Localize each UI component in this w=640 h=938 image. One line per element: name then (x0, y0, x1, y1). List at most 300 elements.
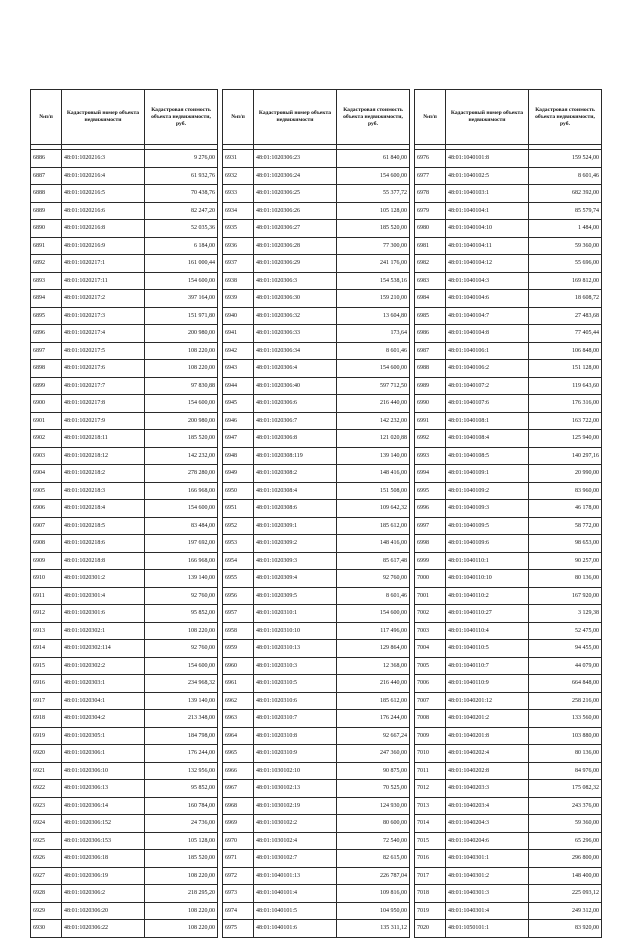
table-row (223, 307, 410, 325)
cadastral-number: 48:01:1020306:34 (254, 342, 337, 360)
cadastral-value: 80 136,00 (529, 745, 602, 763)
table-row (415, 272, 602, 290)
table-row (415, 657, 602, 675)
header-cadastral: Кадастровый номер объекта недвижимости (254, 90, 337, 145)
cadastral-number: 48:01:1020310:6 (254, 692, 337, 710)
table-row (415, 395, 602, 413)
row-number: 6886 (31, 150, 62, 168)
row-number: 7000 (415, 570, 446, 588)
table-row (223, 570, 410, 588)
cadastral-number: 48:01:1020218:8 (62, 552, 145, 570)
cadastral-number: 48:01:1020310:13 (254, 640, 337, 658)
cadastral-number: 48:01:1020302:114 (62, 640, 145, 658)
table-row (223, 622, 410, 640)
row-number: 6976 (415, 150, 446, 168)
cadastral-value: 92 760,00 (337, 570, 410, 588)
row-number: 6952 (223, 517, 254, 535)
cadastral-value: 142 232,00 (145, 447, 218, 465)
cadastral-value: 200 980,00 (145, 412, 218, 430)
cadastral-value: 80 136,00 (529, 570, 602, 588)
cadastral-value: 52 475,00 (529, 622, 602, 640)
table-row (415, 430, 602, 448)
row-number: 7010 (415, 745, 446, 763)
row-number: 7020 (415, 920, 446, 938)
cadastral-value: 226 787,04 (337, 867, 410, 885)
cadastral-value: 97 830,88 (145, 377, 218, 395)
cadastral-value: 106 848,00 (529, 342, 602, 360)
row-number: 6894 (31, 290, 62, 308)
row-number: 6936 (223, 237, 254, 255)
cadastral-value: 154 600,00 (145, 272, 218, 290)
cadastral-number: 48:01:1040110:27 (446, 605, 529, 623)
cadastral-value: 121 020,88 (337, 430, 410, 448)
table-row (31, 850, 218, 868)
row-number: 7019 (415, 902, 446, 920)
row-number: 6971 (223, 850, 254, 868)
cadastral-value: 154 600,00 (145, 657, 218, 675)
table-row (31, 622, 218, 640)
row-number: 6970 (223, 832, 254, 850)
cadastral-number: 48:01:1040110:10 (446, 570, 529, 588)
cadastral-value: 124 930,00 (337, 797, 410, 815)
cadastral-value: 44 079,00 (529, 657, 602, 675)
table-row (223, 885, 410, 903)
row-number: 6988 (415, 360, 446, 378)
row-number: 6978 (415, 185, 446, 203)
cadastral-number: 48:01:1020309:1 (254, 517, 337, 535)
table-row (223, 412, 410, 430)
row-number: 6911 (31, 587, 62, 605)
cadastral-value: 90 257,00 (529, 552, 602, 570)
cadastral-number: 48:01:1020302:2 (62, 657, 145, 675)
cadastral-number: 48:01:1040204:3 (446, 815, 529, 833)
row-number: 6974 (223, 902, 254, 920)
cadastral-value: 161 000,44 (145, 255, 218, 273)
table-row (223, 832, 410, 850)
cadastral-value: 176 244,00 (145, 745, 218, 763)
cadastral-value: 151 128,00 (529, 360, 602, 378)
table-row (223, 815, 410, 833)
table-row (415, 465, 602, 483)
cadastral-value: 167 920,00 (529, 587, 602, 605)
table-row (223, 167, 410, 185)
cadastral-value: 213 348,00 (145, 710, 218, 728)
row-number: 6915 (31, 657, 62, 675)
cadastral-value: 84 976,00 (529, 762, 602, 780)
table-row (415, 447, 602, 465)
row-number: 6963 (223, 710, 254, 728)
row-number: 6909 (31, 552, 62, 570)
cadastral-number: 48:01:1020216:8 (62, 220, 145, 238)
cadastral-number: 48:01:1030102:4 (254, 832, 337, 850)
row-number: 7008 (415, 710, 446, 728)
table-row (415, 675, 602, 693)
cadastral-value: 72 540,00 (337, 832, 410, 850)
header-num: №п/п (223, 90, 254, 145)
cadastral-number: 48:01:1040107:6 (446, 395, 529, 413)
table-row (31, 552, 218, 570)
table-row (31, 762, 218, 780)
cadastral-number: 48:01:1020306:27 (254, 220, 337, 238)
table-row (223, 220, 410, 238)
table-row (415, 412, 602, 430)
table-row (31, 412, 218, 430)
row-number: 7006 (415, 675, 446, 693)
table-row (223, 867, 410, 885)
table-row (223, 202, 410, 220)
cadastral-number: 48:01:1040109:5 (446, 517, 529, 535)
cadastral-number: 48:01:1020218:6 (62, 535, 145, 553)
cadastral-number: 48:01:1040108:4 (446, 430, 529, 448)
table-row (31, 587, 218, 605)
cadastral-number: 48:01:1040104:3 (446, 272, 529, 290)
table-row (31, 220, 218, 238)
cadastral-value: 18 608,72 (529, 290, 602, 308)
table-row (223, 710, 410, 728)
row-number: 7002 (415, 605, 446, 623)
cadastral-value: 95 852,00 (145, 605, 218, 623)
cadastral-number: 48:01:1020303:1 (62, 675, 145, 693)
cadastral-number: 48:01:1030102:2 (254, 815, 337, 833)
cadastral-value: 109 642,32 (337, 500, 410, 518)
row-number: 6901 (31, 412, 62, 430)
cadastral-number: 48:01:1040103:1 (446, 185, 529, 203)
row-number: 6913 (31, 622, 62, 640)
table-row (415, 237, 602, 255)
table-row (415, 185, 602, 203)
cadastral-number: 48:01:1020301:4 (62, 587, 145, 605)
cadastral-value: 140 297,16 (529, 447, 602, 465)
table-row (31, 500, 218, 518)
row-number: 6938 (223, 272, 254, 290)
row-number: 6914 (31, 640, 62, 658)
cadastral-value: 148 400,00 (529, 867, 602, 885)
table-row (31, 290, 218, 308)
row-number: 6973 (223, 885, 254, 903)
cadastral-number: 48:01:1020310:10 (254, 622, 337, 640)
cadastral-value: 125 940,00 (529, 430, 602, 448)
cadastral-value: 185 520,00 (145, 430, 218, 448)
table-row (415, 307, 602, 325)
row-number: 7017 (415, 867, 446, 885)
table-row (415, 500, 602, 518)
row-number: 7012 (415, 780, 446, 798)
cadastral-value: 664 848,00 (529, 675, 602, 693)
cadastral-value: 108 220,00 (145, 360, 218, 378)
row-number: 6941 (223, 325, 254, 343)
cadastral-number: 48:01:1050101:1 (446, 920, 529, 938)
cadastral-value: 216 440,00 (337, 395, 410, 413)
row-number: 6949 (223, 465, 254, 483)
row-number: 6890 (31, 220, 62, 238)
row-number: 6950 (223, 482, 254, 500)
row-number: 7003 (415, 622, 446, 640)
table-row (223, 605, 410, 623)
table-row (223, 255, 410, 273)
table-row (415, 867, 602, 885)
cadastral-value: 154 600,00 (337, 605, 410, 623)
cadastral-value: 83 484,00 (145, 517, 218, 535)
table-row (415, 342, 602, 360)
cadastral-value: 139 140,00 (145, 570, 218, 588)
cadastral-number: 48:01:1020217:9 (62, 412, 145, 430)
row-number: 6888 (31, 185, 62, 203)
cadastral-value: 682 392,00 (529, 185, 602, 203)
cadastral-value: 83 920,00 (529, 920, 602, 938)
cadastral-value: 296 800,00 (529, 850, 602, 868)
cadastral-value: 154 538,16 (337, 272, 410, 290)
row-number: 6953 (223, 535, 254, 553)
row-number: 6983 (415, 272, 446, 290)
row-number: 6982 (415, 255, 446, 273)
row-number: 6987 (415, 342, 446, 360)
cadastral-value: 83 960,00 (529, 482, 602, 500)
cadastral-number: 48:01:1030102:7 (254, 850, 337, 868)
cadastral-value: 82 615,00 (337, 850, 410, 868)
row-number: 6979 (415, 202, 446, 220)
cadastral-number: 48:01:1020218:11 (62, 430, 145, 448)
table-row (31, 447, 218, 465)
cadastral-number: 48:01:1040203:3 (446, 780, 529, 798)
row-number: 7018 (415, 885, 446, 903)
cadastral-value: 90 875,00 (337, 762, 410, 780)
cadastral-number: 48:01:1020217:8 (62, 395, 145, 413)
table-row (31, 692, 218, 710)
row-number: 6899 (31, 377, 62, 395)
row-number: 6960 (223, 657, 254, 675)
cadastral-number: 48:01:1020216:4 (62, 167, 145, 185)
cadastral-number: 48:01:1020302:1 (62, 622, 145, 640)
cadastral-number: 48:01:1040104:10 (446, 220, 529, 238)
cadastral-value: 95 852,00 (145, 780, 218, 798)
cadastral-number: 48:01:1020306:18 (62, 850, 145, 868)
cadastral-number: 48:01:1020306:26 (254, 202, 337, 220)
row-number: 6928 (31, 885, 62, 903)
row-number: 6980 (415, 220, 446, 238)
row-number: 6937 (223, 255, 254, 273)
row-number: 6895 (31, 307, 62, 325)
cadastral-number: 48:01:1040203:4 (446, 797, 529, 815)
row-number: 6989 (415, 377, 446, 395)
cadastral-number: 48:01:1020218:5 (62, 517, 145, 535)
cadastral-number: 48:01:1020310:8 (254, 727, 337, 745)
table-row (415, 535, 602, 553)
table-row (415, 360, 602, 378)
table-row (31, 797, 218, 815)
cadastral-number: 48:01:1020306:32 (254, 307, 337, 325)
row-number: 6898 (31, 360, 62, 378)
cadastral-value: 108 220,00 (145, 902, 218, 920)
cadastral-number: 48:01:1020306:22 (62, 920, 145, 938)
cadastral-number: 48:01:1040109:1 (446, 465, 529, 483)
row-number: 6992 (415, 430, 446, 448)
cadastral-number: 48:01:1030102:10 (254, 762, 337, 780)
cadastral-number: 48:01:1040102:5 (446, 167, 529, 185)
table-row (31, 272, 218, 290)
cadastral-number: 48:01:1020217:2 (62, 290, 145, 308)
row-number: 6985 (415, 307, 446, 325)
table-row (31, 325, 218, 343)
row-number: 6908 (31, 535, 62, 553)
cadastral-number: 48:01:1040106:1 (446, 342, 529, 360)
cadastral-value: 132 956,00 (145, 762, 218, 780)
row-number: 6967 (223, 780, 254, 798)
row-number: 6995 (415, 482, 446, 500)
table-row (223, 465, 410, 483)
row-number: 6951 (223, 500, 254, 518)
table-row (223, 377, 410, 395)
cadastral-number: 48:01:1040201:8 (446, 727, 529, 745)
row-number: 6944 (223, 377, 254, 395)
table-row (223, 552, 410, 570)
cadastral-value: 154 600,00 (145, 395, 218, 413)
cadastral-number: 48:01:1020310:9 (254, 745, 337, 763)
row-number: 6887 (31, 167, 62, 185)
table-row (223, 535, 410, 553)
row-number: 6889 (31, 202, 62, 220)
cadastral-value: 249 312,00 (529, 902, 602, 920)
table-row (223, 342, 410, 360)
cadastral-number: 48:01:1040101:4 (254, 885, 337, 903)
cadastral-value: 77 405,44 (529, 325, 602, 343)
row-number: 6931 (223, 150, 254, 168)
cadastral-value: 92 667,24 (337, 727, 410, 745)
cadastral-number: 48:01:1040204:6 (446, 832, 529, 850)
row-number: 6999 (415, 552, 446, 570)
table-row (31, 202, 218, 220)
row-number: 6956 (223, 587, 254, 605)
row-number: 6990 (415, 395, 446, 413)
cadastral-value: 108 220,00 (145, 622, 218, 640)
cadastral-number: 48:01:1040110:4 (446, 622, 529, 640)
cadastral-number: 48:01:1020306:14 (62, 797, 145, 815)
cadastral-value: 135 311,12 (337, 920, 410, 938)
cadastral-value: 108 220,00 (145, 920, 218, 938)
row-number: 6922 (31, 780, 62, 798)
cadastral-value: 185 520,00 (337, 220, 410, 238)
cadastral-value: 176 316,00 (529, 395, 602, 413)
cadastral-number: 48:01:1040108:1 (446, 412, 529, 430)
row-number: 6959 (223, 640, 254, 658)
cadastral-value: 77 300,00 (337, 237, 410, 255)
cadastral-number: 48:01:1020306:152 (62, 815, 145, 833)
table-row (223, 920, 410, 938)
row-number: 6993 (415, 447, 446, 465)
table-row (31, 867, 218, 885)
row-number: 7015 (415, 832, 446, 850)
table-row (223, 692, 410, 710)
table-row (31, 517, 218, 535)
cadastral-value: 148 416,00 (337, 535, 410, 553)
cadastral-value: 85 579,74 (529, 202, 602, 220)
cadastral-number: 48:01:1020218:12 (62, 447, 145, 465)
cadastral-number: 48:01:1020306:19 (62, 867, 145, 885)
table-row (31, 482, 218, 500)
cadastral-number: 48:01:1020218:4 (62, 500, 145, 518)
table-row (415, 815, 602, 833)
row-number: 6998 (415, 535, 446, 553)
cadastral-value: 166 968,00 (145, 552, 218, 570)
row-number: 6986 (415, 325, 446, 343)
row-number: 6904 (31, 465, 62, 483)
table-row (31, 360, 218, 378)
table-row (223, 780, 410, 798)
row-number: 6942 (223, 342, 254, 360)
cadastral-value: 105 128,00 (145, 832, 218, 850)
cadastral-value: 117 496,00 (337, 622, 410, 640)
row-number: 6933 (223, 185, 254, 203)
cadastral-number: 48:01:1040101:5 (254, 902, 337, 920)
register-table-3 (414, 89, 602, 938)
cadastral-number: 48:01:1040101:6 (254, 920, 337, 938)
cadastral-number: 48:01:1020306:28 (254, 237, 337, 255)
table-row (31, 430, 218, 448)
table-row (31, 465, 218, 483)
cadastral-number: 48:01:1020309:2 (254, 535, 337, 553)
cadastral-value: 160 784,00 (145, 797, 218, 815)
cadastral-number: 48:01:1020218:3 (62, 482, 145, 500)
table-row (223, 745, 410, 763)
cadastral-number: 48:01:1040301:3 (446, 885, 529, 903)
table-row (415, 850, 602, 868)
cadastral-value: 241 176,00 (337, 255, 410, 273)
row-number: 6891 (31, 237, 62, 255)
cadastral-number: 48:01:1040301:2 (446, 867, 529, 885)
row-number: 7004 (415, 640, 446, 658)
cadastral-value: 151 508,00 (337, 482, 410, 500)
cadastral-number: 48:01:1020216:6 (62, 202, 145, 220)
table-row (415, 745, 602, 763)
table-row (31, 255, 218, 273)
cadastral-value: 139 140,00 (145, 692, 218, 710)
row-number: 6920 (31, 745, 62, 763)
row-number: 7005 (415, 657, 446, 675)
cadastral-value: 108 220,00 (145, 342, 218, 360)
cadastral-value: 61 840,00 (337, 150, 410, 168)
table-row (223, 657, 410, 675)
cadastral-value: 105 128,00 (337, 202, 410, 220)
table-header-row (415, 90, 602, 145)
cadastral-number: 48:01:1040301:4 (446, 902, 529, 920)
cadastral-value: 151 971,80 (145, 307, 218, 325)
cadastral-value: 108 220,00 (145, 867, 218, 885)
row-number: 6932 (223, 167, 254, 185)
table-row (223, 360, 410, 378)
row-number: 6912 (31, 605, 62, 623)
table-row (415, 885, 602, 903)
row-number: 6997 (415, 517, 446, 535)
row-number: 6961 (223, 675, 254, 693)
cadastral-value: 8 601,46 (337, 587, 410, 605)
cadastral-number: 48:01:1020306:153 (62, 832, 145, 850)
cadastral-value: 70 438,76 (145, 185, 218, 203)
cadastral-value: 173,64 (337, 325, 410, 343)
row-number: 6977 (415, 167, 446, 185)
row-number: 6962 (223, 692, 254, 710)
header-cadastral: Кадастровый номер объекта недвижимости (62, 90, 145, 145)
header-value: Кадастровая стоимость объекта недвижимости, руб. (145, 90, 218, 145)
row-number: 6918 (31, 710, 62, 728)
table-row (223, 290, 410, 308)
row-number: 6919 (31, 727, 62, 745)
cadastral-value: 159 524,00 (529, 150, 602, 168)
cadastral-value: 59 360,00 (529, 815, 602, 833)
table-row (31, 377, 218, 395)
table-row (415, 762, 602, 780)
row-number: 7011 (415, 762, 446, 780)
cadastral-value: 82 247,20 (145, 202, 218, 220)
cadastral-value: 58 772,00 (529, 517, 602, 535)
